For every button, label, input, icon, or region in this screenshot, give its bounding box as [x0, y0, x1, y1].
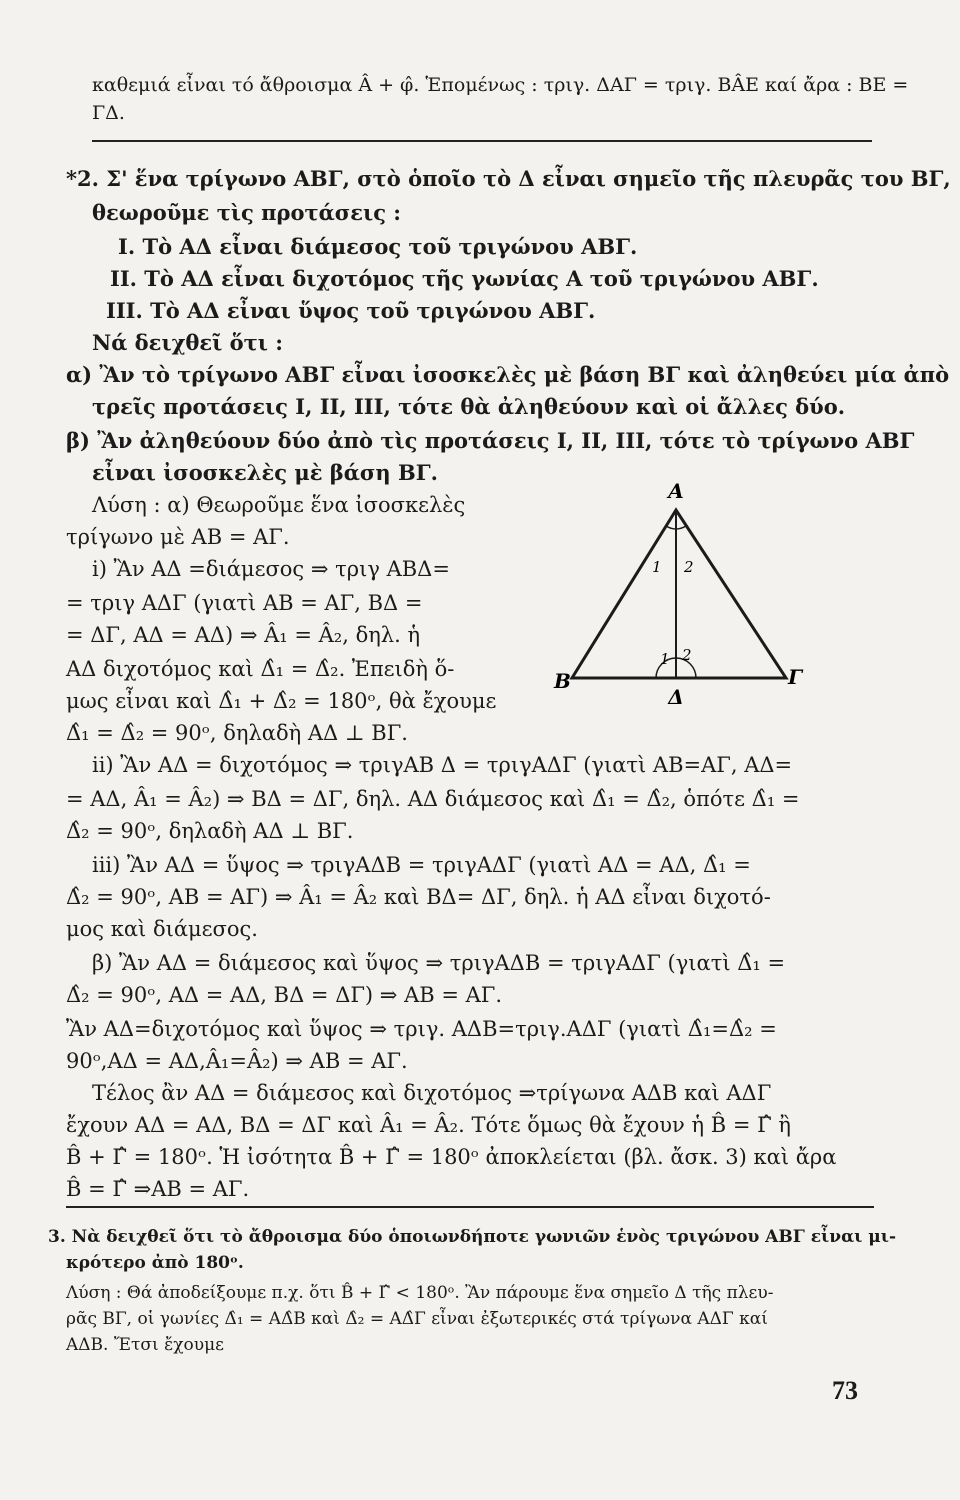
solution-line-20: ἔχουν ΑΔ = ΑΔ, ΒΔ = ΔΓ καὶ Â₁ = Â₂. Τότε ὅμως θὰ ἔχουν ἡ B̂ = Γ̂ ἢ	[66, 1113, 791, 1137]
solution-line-11: Δ̂₂ = 90ᵒ, δηλαδὴ ΑΔ ⊥ ΒΓ.	[66, 819, 354, 843]
solution-line-6: ΑΔ διχοτόμος καὶ Δ̂₁ = Δ̂₂. Ἐπειδὴ ὅ-	[66, 657, 455, 681]
part-a-line-2: τρεῖς προτάσεις I, II, III, τότε θὰ ἀληθεύουν καὶ οἱ ἄλλες δύο.	[92, 394, 846, 419]
solution-line-7: μως εἶναι καὶ Δ̂₁ + Δ̂₂ = 180ᵒ, θὰ ἔχουμε	[66, 689, 497, 713]
isosceles-triangle-figure	[548, 480, 808, 720]
solution-line-18: 90ᵒ,ΑΔ = ΑΔ,Â₁=Â₂) ⇒ ΑΒ = ΑΓ.	[66, 1049, 408, 1073]
solution-line-4: = τριγ ΑΔΓ (γιατὶ ΑΒ = ΑΓ, ΒΔ =	[66, 591, 423, 615]
solution-line-15: β) Ἂν ΑΔ = διάμεσος καὶ ὕψος ⇒ τριγΑΔΒ = τριγΑΔΓ (γιατὶ Δ̂₁ =	[92, 951, 786, 975]
solution-line-3: i) Ἂν ΑΔ =διάμεσος ⇒ τριγ ΑΒΔ=	[92, 557, 450, 581]
prove-line: Νά δειχθεῖ ὅτι :	[92, 330, 284, 355]
point-d-label: Δ	[668, 685, 684, 709]
solution-line-8: Δ̂₁ = Δ̂₂ = 90ᵒ, δηλαδὴ ΑΔ ⊥ ΒΓ.	[66, 721, 408, 745]
proposition-1: I. Τὸ ΑΔ εἶναι διάμεσος τοῦ τριγώνου ΑΒΓ.	[118, 234, 638, 259]
exercise-3-line-3: Λύση : Θά ἀποδείξουμε π.χ. ὅτι B̂ + Γ̂ < 180ᵒ. Ἂν πάρουμε ἕνα σημεῖο Δ τῆς πλευ-	[66, 1283, 774, 1303]
solution-line-19: Τέλος ἂν ΑΔ = διάμεσος καὶ διχοτόμος ⇒τρίγωνα ΑΔΒ καὶ ΑΔΓ	[92, 1081, 772, 1105]
solution-line-2: τρίγωνο μὲ ΑΒ = ΑΓ.	[66, 525, 290, 549]
solution-line-9: ii) Ἂν ΑΔ = διχοτόμος ⇒ τριγΑΒ Δ = τριγΑΔΓ (γιατὶ ΑΒ=ΑΓ, ΑΔ=	[92, 753, 793, 777]
solution-line-21: B̂ + Γ̂ = 180ᵒ. Ἡ ἰσότητα B̂ + Γ̂ = 180ᵒ ἀποκλείεται (βλ. ἄσκ. 3) καὶ ἄρα	[66, 1145, 837, 1169]
solution-line-22: B̂ = Γ̂ ⇒ΑΒ = ΑΓ.	[66, 1177, 250, 1201]
solution-line-14: μος καὶ διάμεσος.	[66, 917, 258, 941]
solution-line-16: Δ̂₂ = 90ᵒ, ΑΔ = ΑΔ, ΒΔ = ΔΓ) ⇒ ΑΒ = ΑΓ.	[66, 983, 503, 1007]
exercise-3-line-4: ρᾶς ΒΓ, οἱ γωνίες Δ̂₁ = ΑΔ̂Β καὶ Δ̂₂ = ΑΔ̂Γ εἶναι ἐξωτερικές στά τρίγωνα ΑΔΓ καί	[66, 1309, 768, 1329]
solution-line-10: = ΑΔ, Â₁ = Â₂) ⇒ ΒΔ = ΔΓ, δηλ. ΑΔ διάμεσος καὶ Δ̂₁ = Δ̂₂, ὁπότε Δ̂₁ =	[66, 787, 800, 811]
angle-d1-label: 1	[660, 650, 670, 668]
vertex-b-label: B	[554, 669, 571, 693]
part-b-line-1: β) Ἂν ἀληθεύουν δύο ἀπὸ τὶς προτάσεις I, II, III, τότε τὸ τρίγωνο ΑΒΓ	[66, 428, 915, 453]
top-text-line-2: ΓΔ.	[92, 102, 125, 124]
vertex-a-label: A	[668, 480, 684, 503]
solution-line-5: = ΔΓ, ΑΔ = ΑΔ) ⇒ Â₁ = Â₂, δηλ. ἡ	[66, 623, 421, 647]
exercise-3-line-5: ΑΔΒ. Ἔτσι ἔχουμε	[66, 1335, 224, 1355]
solution-line-1: Λύση : α) Θεωροῦμε ἕνα ἰσοσκελὲς	[92, 493, 466, 517]
solution-line-13: Δ̂₂ = 90ᵒ, ΑΒ = ΑΓ) ⇒ Â₁ = Â₂ καὶ ΒΔ= ΔΓ, δηλ. ἡ ΑΔ εἶναι διχοτό-	[66, 885, 771, 909]
solution-line-17: Ἂν ΑΔ=διχοτόμος καὶ ὕψος ⇒ τριγ. ΑΔΒ=τριγ.ΑΔΓ (γιατὶ Δ̂₁=Δ̂₂ =	[66, 1017, 777, 1041]
solution-line-12: iii) Ἂν ΑΔ = ὕψος ⇒ τριγΑΔΒ = τριγΑΔΓ (γιατὶ ΑΔ = ΑΔ, Δ̂₁ =	[92, 853, 751, 877]
part-a-line-1: α) Ἂν τὸ τρίγωνο ΑΒΓ εἶναι ἰσοσκελὲς μὲ βάση ΒΓ καὶ ἀληθεύει μία ἀπὸ	[66, 362, 950, 387]
angle-a1-label: 1	[652, 558, 662, 576]
part-b-line-2: εἶναι ἰσοσκελὲς μὲ βάση ΒΓ.	[92, 460, 438, 485]
divider-bottom	[66, 1206, 874, 1208]
triangle-outline	[572, 510, 786, 678]
proposition-2: II. Τὸ ΑΔ εἶναι διχοτόμος τῆς γωνίας Α τοῦ τριγώνου ΑΒΓ.	[110, 266, 819, 291]
exercise-2-heading-2: θεωροῦμε τὶς προτάσεις :	[92, 200, 402, 225]
vertex-g-label: Γ	[788, 665, 803, 689]
angle-d2-label: 2	[682, 646, 692, 664]
exercise-3-line-2: κρότερο ἀπὸ 180ᵒ.	[66, 1253, 244, 1273]
exercise-3-line-1: 3. Νὰ δειχθεῖ ὅτι τὸ ἄθροισμα δύο ὁποιωνδήποτε γωνιῶν ἑνὸς τριγώνου ΑΒΓ εἶναι μι-	[48, 1227, 897, 1247]
top-text-line-1: καθεμιά εἶναι τό ἄθροισμα Â + φ̂. Ἑπομένως : τριγ. ΔΑΓ = τριγ. ΒÂΕ καί ἄρα : ΒΕ =	[92, 74, 909, 96]
page-number: 73	[832, 1376, 858, 1405]
proposition-3: III. Τὸ ΑΔ εἶναι ὕψος τοῦ τριγώνου ΑΒΓ.	[106, 298, 596, 323]
exercise-2-heading-1: *2. Σ' ἕνα τρίγωνο ΑΒΓ, στὸ ὁποῖο τὸ Δ εἶναι σημεῖο τῆς πλευρᾶς του ΒΓ,	[66, 166, 951, 191]
divider-top	[92, 140, 872, 142]
angle-a2-label: 2	[684, 558, 694, 576]
